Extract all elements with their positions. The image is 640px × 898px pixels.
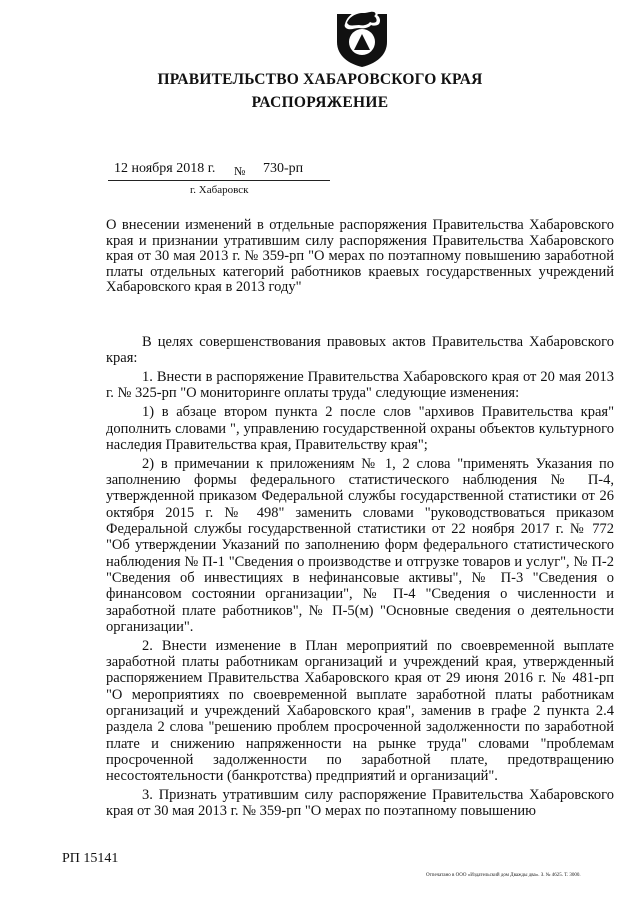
document-number: 730-рп (263, 161, 304, 176)
document-code: РП 15141 (62, 851, 119, 866)
printer-note: Отпечатано в ООО «Издательский дом Дважды два». З. № 4625. Т. 3000. (426, 873, 581, 878)
paragraph-item-3: 3. Признать утратившим силу распоряжение Правительства Хабаровского края от 30 мая 2013 г. № 359-рп "О мерах по поэтапному повышению (106, 786, 614, 820)
document-type: РАСПОРЯЖЕНИЕ (251, 94, 389, 111)
document-body (106, 334, 614, 822)
paragraph-item-1-2: 2) в примечании к приложениям № 1, 2 слова "применять Указания по заполнению формы федерального статистического наблюдения № П-4, утвержденной приказом Федеральной службы государственной статистики от 26 октября 2015 г. № 498" заменить словами "руководствоваться приказом Федеральной службы государственной статистики от 22 ноября 2017 г. № 772 "Об утверждении Указаний по заполнению форм федерального статистического наблюдения № П-1 "Сведения о производстве и отгрузке товаров и услуг", № П-2 "Сведения об инвестициях в нефинансовые активы", № П-3 "Сведения о финансовом состоянии организации", № П-4 "Сведения о численности и заработной плате работников", № П-5(м) "Основные сведения о деятельности организации". (106, 455, 614, 635)
number-sign: № (234, 164, 246, 178)
document-city: г. Хабаровск (190, 184, 249, 196)
paragraph-item-1: 1. Внести в распоряжение Правительства Хабаровского края от 20 мая 2013 г. № 325-рп "О мониторинге оплаты труда" следующие изменения: (106, 369, 614, 402)
document-date: 12 ноября 2018 г. (114, 161, 216, 176)
government-title: ПРАВИТЕЛЬСТВО ХАБАРОВСКОГО КРАЯ (157, 71, 483, 88)
document-subject: О внесении изменений в отдельные распоряжения Правительства Хабаровского края и признании утратившим силу распоряжения Правительства Хабаровского края от 30 мая 2013 г. № 359-рп "О мерах по поэтапному повышению заработной платы отдельных категорий работников краевых государственных учреждений Хабаровского края в 2013 году" (106, 217, 614, 295)
paragraph-item-2: 2. Внести изменение в План мероприятий по своевременной выплате заработной платы работникам организаций и учреждений края, утвержденный распоряжением Правительства Хабаровского края от 29 июня 2016 г. № 481-рп "О мероприятиях по своевременной выплате заработной платы работникам организаций и учреждений Хабаровского края", заменив в графе 2 пункта 2.4 раздела 2 слова "решению проблем просроченной задолженности по заработной плате и снижению напряженности на рынке труда" словами "проблемам просроченной задолженности по заработной плате, предотвращению несостоятельности (банкротства) предприятий и организаций". (106, 637, 614, 785)
date-underline (108, 180, 330, 181)
coat-of-arms-icon (333, 4, 391, 68)
paragraph-item-1-1: 1) в абзаце втором пункта 2 после слов "архивов Правительства края" дополнить словами ", управлению государственной охраны объектов культурного наследия Правительства края, Правительству края"; (106, 404, 614, 453)
paragraph-preamble: В целях совершенствования правовых актов Правительства Хабаровского края: (106, 334, 614, 367)
